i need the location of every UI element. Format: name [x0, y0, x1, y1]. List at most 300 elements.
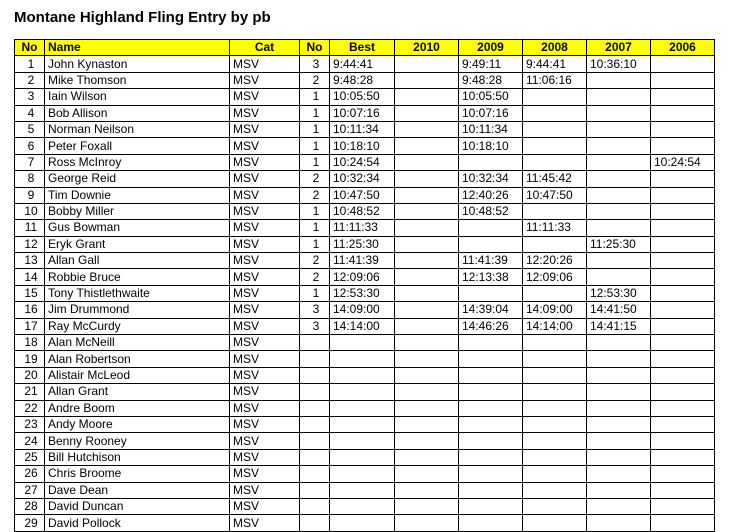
cell-best[interactable] [330, 384, 395, 400]
cell-name[interactable]: Chris Broome [45, 466, 230, 482]
cell-y2009[interactable]: 10:07:16 [459, 105, 523, 121]
cell-name[interactable]: Bobby Miller [45, 203, 230, 219]
cell-y2008[interactable] [523, 433, 587, 449]
cell-y2007[interactable] [587, 187, 651, 203]
cell-y2009[interactable]: 12:40:26 [459, 187, 523, 203]
cell-y2010[interactable] [395, 203, 459, 219]
cell-best[interactable]: 10:47:50 [330, 187, 395, 203]
cell-y2006[interactable] [651, 449, 715, 465]
cell-y2010[interactable] [395, 466, 459, 482]
cell-best[interactable]: 10:18:10 [330, 138, 395, 154]
cell-runs[interactable]: 1 [300, 220, 330, 236]
cell-no[interactable]: 7 [15, 154, 45, 170]
cell-y2008[interactable] [523, 89, 587, 105]
cell-y2007[interactable] [587, 384, 651, 400]
cell-y2006[interactable] [651, 253, 715, 269]
cell-runs[interactable] [300, 400, 330, 416]
cell-runs[interactable] [300, 351, 330, 367]
cell-best[interactable]: 10:24:54 [330, 154, 395, 170]
col-header-runs[interactable]: No [300, 40, 330, 56]
cell-cat[interactable]: MSV [230, 384, 300, 400]
cell-runs[interactable] [300, 498, 330, 514]
cell-name[interactable]: Iain Wilson [45, 89, 230, 105]
cell-runs[interactable]: 2 [300, 171, 330, 187]
cell-name[interactable]: Alistair McLeod [45, 367, 230, 383]
cell-y2008[interactable] [523, 367, 587, 383]
cell-best[interactable]: 14:14:00 [330, 318, 395, 334]
cell-cat[interactable]: MSV [230, 449, 300, 465]
cell-y2008[interactable] [523, 351, 587, 367]
cell-y2008[interactable] [523, 105, 587, 121]
cell-cat[interactable]: MSV [230, 105, 300, 121]
cell-no[interactable]: 8 [15, 171, 45, 187]
cell-y2010[interactable] [395, 121, 459, 137]
cell-y2010[interactable] [395, 220, 459, 236]
cell-runs[interactable] [300, 367, 330, 383]
cell-y2008[interactable] [523, 466, 587, 482]
cell-y2008[interactable] [523, 203, 587, 219]
cell-best[interactable] [330, 515, 395, 531]
cell-y2006[interactable] [651, 138, 715, 154]
cell-runs[interactable]: 2 [300, 253, 330, 269]
cell-cat[interactable]: MSV [230, 285, 300, 301]
cell-runs[interactable]: 1 [300, 285, 330, 301]
cell-y2009[interactable] [459, 482, 523, 498]
cell-cat[interactable]: MSV [230, 318, 300, 334]
cell-y2007[interactable] [587, 482, 651, 498]
cell-y2006[interactable] [651, 236, 715, 252]
cell-y2010[interactable] [395, 351, 459, 367]
col-header-2009[interactable]: 2009 [459, 40, 523, 56]
cell-name[interactable]: David Duncan [45, 498, 230, 514]
cell-cat[interactable]: MSV [230, 269, 300, 285]
cell-name[interactable]: George Reid [45, 171, 230, 187]
col-header-best[interactable]: Best [330, 40, 395, 56]
cell-name[interactable]: Andre Boom [45, 400, 230, 416]
cell-y2009[interactable]: 10:48:52 [459, 203, 523, 219]
cell-cat[interactable]: MSV [230, 220, 300, 236]
cell-runs[interactable]: 1 [300, 236, 330, 252]
cell-best[interactable]: 10:05:50 [330, 89, 395, 105]
cell-best[interactable] [330, 351, 395, 367]
cell-y2009[interactable]: 9:49:11 [459, 56, 523, 72]
cell-y2009[interactable] [459, 154, 523, 170]
cell-no[interactable]: 10 [15, 203, 45, 219]
cell-name[interactable]: Benny Rooney [45, 433, 230, 449]
cell-name[interactable]: Bill Hutchison [45, 449, 230, 465]
cell-runs[interactable]: 1 [300, 105, 330, 121]
cell-y2010[interactable] [395, 433, 459, 449]
cell-y2008[interactable] [523, 121, 587, 137]
cell-no[interactable]: 17 [15, 318, 45, 334]
cell-best[interactable]: 10:11:34 [330, 121, 395, 137]
cell-y2010[interactable] [395, 72, 459, 88]
cell-y2009[interactable] [459, 384, 523, 400]
cell-y2007[interactable] [587, 367, 651, 383]
cell-y2007[interactable]: 10:36:10 [587, 56, 651, 72]
cell-runs[interactable]: 1 [300, 203, 330, 219]
cell-y2009[interactable] [459, 285, 523, 301]
cell-runs[interactable] [300, 384, 330, 400]
cell-name[interactable]: Allan Grant [45, 384, 230, 400]
cell-cat[interactable]: MSV [230, 171, 300, 187]
cell-runs[interactable]: 3 [300, 302, 330, 318]
cell-y2009[interactable]: 10:18:10 [459, 138, 523, 154]
cell-y2009[interactable] [459, 433, 523, 449]
cell-name[interactable]: David Pollock [45, 515, 230, 531]
cell-runs[interactable]: 1 [300, 138, 330, 154]
cell-best[interactable]: 12:09:06 [330, 269, 395, 285]
cell-y2009[interactable] [459, 367, 523, 383]
cell-name[interactable]: Jim Drummond [45, 302, 230, 318]
cell-no[interactable]: 1 [15, 56, 45, 72]
cell-no[interactable]: 13 [15, 253, 45, 269]
cell-y2007[interactable] [587, 433, 651, 449]
cell-runs[interactable]: 1 [300, 121, 330, 137]
cell-name[interactable]: Tim Downie [45, 187, 230, 203]
cell-best[interactable] [330, 449, 395, 465]
cell-y2010[interactable] [395, 187, 459, 203]
cell-y2006[interactable] [651, 482, 715, 498]
cell-y2010[interactable] [395, 269, 459, 285]
cell-y2010[interactable] [395, 416, 459, 432]
cell-cat[interactable]: MSV [230, 89, 300, 105]
cell-y2009[interactable]: 11:41:39 [459, 253, 523, 269]
cell-no[interactable]: 11 [15, 220, 45, 236]
cell-y2009[interactable]: 12:13:38 [459, 269, 523, 285]
cell-best[interactable] [330, 335, 395, 351]
cell-cat[interactable]: MSV [230, 121, 300, 137]
cell-y2008[interactable] [523, 515, 587, 531]
cell-y2006[interactable] [651, 515, 715, 531]
cell-runs[interactable]: 1 [300, 154, 330, 170]
cell-cat[interactable]: MSV [230, 351, 300, 367]
cell-y2008[interactable] [523, 449, 587, 465]
cell-y2010[interactable] [395, 253, 459, 269]
cell-y2009[interactable] [459, 498, 523, 514]
cell-no[interactable]: 4 [15, 105, 45, 121]
cell-y2010[interactable] [395, 449, 459, 465]
cell-y2008[interactable]: 11:11:33 [523, 220, 587, 236]
col-header-name[interactable]: Name [45, 40, 230, 56]
cell-cat[interactable]: MSV [230, 72, 300, 88]
cell-no[interactable]: 9 [15, 187, 45, 203]
cell-y2008[interactable] [523, 154, 587, 170]
cell-best[interactable]: 11:11:33 [330, 220, 395, 236]
cell-y2006[interactable] [651, 498, 715, 514]
cell-y2006[interactable] [651, 56, 715, 72]
cell-cat[interactable]: MSV [230, 253, 300, 269]
cell-y2006[interactable] [651, 269, 715, 285]
cell-y2006[interactable] [651, 121, 715, 137]
cell-y2008[interactable] [523, 416, 587, 432]
cell-y2009[interactable]: 9:48:28 [459, 72, 523, 88]
cell-runs[interactable]: 3 [300, 318, 330, 334]
cell-y2009[interactable] [459, 466, 523, 482]
cell-name[interactable]: Ray McCurdy [45, 318, 230, 334]
cell-y2006[interactable] [651, 384, 715, 400]
cell-no[interactable]: 15 [15, 285, 45, 301]
cell-y2006[interactable] [651, 89, 715, 105]
cell-best[interactable]: 14:09:00 [330, 302, 395, 318]
cell-y2009[interactable] [459, 236, 523, 252]
cell-best[interactable]: 12:53:30 [330, 285, 395, 301]
cell-best[interactable]: 9:48:28 [330, 72, 395, 88]
cell-name[interactable]: Mike Thomson [45, 72, 230, 88]
cell-runs[interactable]: 2 [300, 269, 330, 285]
cell-y2008[interactable] [523, 236, 587, 252]
cell-y2007[interactable] [587, 416, 651, 432]
cell-y2007[interactable] [587, 72, 651, 88]
cell-no[interactable]: 20 [15, 367, 45, 383]
cell-cat[interactable]: MSV [230, 515, 300, 531]
cell-cat[interactable]: MSV [230, 466, 300, 482]
cell-y2006[interactable]: 10:24:54 [651, 154, 715, 170]
cell-y2007[interactable]: 11:25:30 [587, 236, 651, 252]
cell-best[interactable] [330, 400, 395, 416]
cell-name[interactable]: Eryk Grant [45, 236, 230, 252]
cell-y2008[interactable] [523, 384, 587, 400]
cell-y2008[interactable]: 11:06:16 [523, 72, 587, 88]
cell-cat[interactable]: MSV [230, 416, 300, 432]
cell-y2010[interactable] [395, 154, 459, 170]
cell-runs[interactable]: 2 [300, 72, 330, 88]
cell-y2007[interactable] [587, 203, 651, 219]
col-header-2010[interactable]: 2010 [395, 40, 459, 56]
cell-y2008[interactable] [523, 482, 587, 498]
cell-y2010[interactable] [395, 367, 459, 383]
cell-name[interactable]: Norman Neilson [45, 121, 230, 137]
cell-best[interactable] [330, 498, 395, 514]
cell-y2009[interactable]: 10:05:50 [459, 89, 523, 105]
cell-y2007[interactable] [587, 269, 651, 285]
cell-y2010[interactable] [395, 285, 459, 301]
cell-name[interactable]: Ross McInroy [45, 154, 230, 170]
cell-y2007[interactable] [587, 138, 651, 154]
cell-cat[interactable]: MSV [230, 236, 300, 252]
cell-y2007[interactable] [587, 253, 651, 269]
cell-runs[interactable] [300, 515, 330, 531]
cell-y2007[interactable] [587, 449, 651, 465]
cell-runs[interactable]: 1 [300, 89, 330, 105]
cell-y2007[interactable] [587, 400, 651, 416]
cell-y2006[interactable] [651, 72, 715, 88]
cell-no[interactable]: 5 [15, 121, 45, 137]
cell-y2007[interactable] [587, 498, 651, 514]
cell-y2008[interactable] [523, 285, 587, 301]
cell-y2008[interactable]: 12:09:06 [523, 269, 587, 285]
cell-cat[interactable]: MSV [230, 433, 300, 449]
cell-y2010[interactable] [395, 105, 459, 121]
cell-y2007[interactable]: 12:53:30 [587, 285, 651, 301]
cell-best[interactable]: 10:32:34 [330, 171, 395, 187]
cell-y2007[interactable] [587, 466, 651, 482]
cell-y2010[interactable] [395, 482, 459, 498]
cell-runs[interactable] [300, 466, 330, 482]
cell-best[interactable] [330, 466, 395, 482]
cell-cat[interactable]: MSV [230, 203, 300, 219]
cell-y2009[interactable] [459, 400, 523, 416]
cell-runs[interactable] [300, 482, 330, 498]
cell-cat[interactable]: MSV [230, 335, 300, 351]
col-header-2007[interactable]: 2007 [587, 40, 651, 56]
cell-y2006[interactable] [651, 367, 715, 383]
cell-name[interactable]: Gus Bowman [45, 220, 230, 236]
cell-y2007[interactable] [587, 515, 651, 531]
cell-y2007[interactable] [587, 220, 651, 236]
cell-best[interactable] [330, 367, 395, 383]
cell-y2008[interactable] [523, 498, 587, 514]
cell-no[interactable]: 29 [15, 515, 45, 531]
cell-y2008[interactable] [523, 335, 587, 351]
cell-name[interactable]: John Kynaston [45, 56, 230, 72]
cell-name[interactable]: Dave Dean [45, 482, 230, 498]
cell-y2009[interactable] [459, 449, 523, 465]
col-header-2006[interactable]: 2006 [651, 40, 715, 56]
cell-best[interactable]: 9:44:41 [330, 56, 395, 72]
cell-no[interactable]: 25 [15, 449, 45, 465]
cell-y2010[interactable] [395, 236, 459, 252]
cell-y2007[interactable] [587, 154, 651, 170]
cell-y2007[interactable] [587, 121, 651, 137]
cell-y2009[interactable]: 14:46:26 [459, 318, 523, 334]
cell-cat[interactable]: MSV [230, 154, 300, 170]
cell-cat[interactable]: MSV [230, 56, 300, 72]
cell-runs[interactable] [300, 416, 330, 432]
cell-runs[interactable] [300, 449, 330, 465]
cell-cat[interactable]: MSV [230, 400, 300, 416]
cell-no[interactable]: 22 [15, 400, 45, 416]
cell-no[interactable]: 14 [15, 269, 45, 285]
cell-name[interactable]: Peter Foxall [45, 138, 230, 154]
cell-y2007[interactable] [587, 351, 651, 367]
cell-best[interactable]: 10:07:16 [330, 105, 395, 121]
cell-y2010[interactable] [395, 515, 459, 531]
cell-y2006[interactable] [651, 400, 715, 416]
cell-y2006[interactable] [651, 433, 715, 449]
cell-runs[interactable] [300, 335, 330, 351]
cell-cat[interactable]: MSV [230, 367, 300, 383]
cell-cat[interactable]: MSV [230, 138, 300, 154]
cell-no[interactable]: 23 [15, 416, 45, 432]
cell-y2009[interactable] [459, 220, 523, 236]
cell-y2010[interactable] [395, 335, 459, 351]
cell-runs[interactable] [300, 433, 330, 449]
cell-runs[interactable]: 2 [300, 187, 330, 203]
col-header-no[interactable]: No [15, 40, 45, 56]
cell-y2006[interactable] [651, 302, 715, 318]
cell-runs[interactable]: 3 [300, 56, 330, 72]
cell-no[interactable]: 27 [15, 482, 45, 498]
cell-y2010[interactable] [395, 400, 459, 416]
cell-name[interactable]: Tony Thistlethwaite [45, 285, 230, 301]
cell-y2007[interactable]: 14:41:15 [587, 318, 651, 334]
cell-y2006[interactable] [651, 105, 715, 121]
cell-name[interactable]: Andy Moore [45, 416, 230, 432]
cell-y2007[interactable] [587, 89, 651, 105]
cell-no[interactable]: 28 [15, 498, 45, 514]
col-header-cat[interactable]: Cat [230, 40, 300, 56]
cell-y2008[interactable]: 11:45:42 [523, 171, 587, 187]
cell-y2006[interactable] [651, 351, 715, 367]
cell-best[interactable] [330, 433, 395, 449]
cell-y2010[interactable] [395, 498, 459, 514]
cell-best[interactable] [330, 416, 395, 432]
cell-y2006[interactable] [651, 203, 715, 219]
cell-name[interactable]: Alan Robertson [45, 351, 230, 367]
cell-y2007[interactable]: 14:41:50 [587, 302, 651, 318]
cell-y2009[interactable]: 10:32:34 [459, 171, 523, 187]
cell-y2010[interactable] [395, 384, 459, 400]
cell-no[interactable]: 12 [15, 236, 45, 252]
cell-y2007[interactable] [587, 335, 651, 351]
cell-name[interactable]: Bob Allison [45, 105, 230, 121]
cell-y2009[interactable] [459, 416, 523, 432]
cell-y2007[interactable] [587, 105, 651, 121]
cell-y2009[interactable] [459, 515, 523, 531]
cell-cat[interactable]: MSV [230, 302, 300, 318]
cell-no[interactable]: 18 [15, 335, 45, 351]
cell-y2006[interactable] [651, 187, 715, 203]
cell-cat[interactable]: MSV [230, 482, 300, 498]
cell-y2008[interactable]: 14:14:00 [523, 318, 587, 334]
cell-y2010[interactable] [395, 171, 459, 187]
col-header-2008[interactable]: 2008 [523, 40, 587, 56]
cell-no[interactable]: 19 [15, 351, 45, 367]
cell-y2010[interactable] [395, 318, 459, 334]
cell-best[interactable] [330, 482, 395, 498]
cell-no[interactable]: 26 [15, 466, 45, 482]
cell-y2008[interactable] [523, 138, 587, 154]
cell-y2008[interactable]: 10:47:50 [523, 187, 587, 203]
cell-y2008[interactable]: 14:09:00 [523, 302, 587, 318]
cell-y2006[interactable] [651, 318, 715, 334]
cell-no[interactable]: 21 [15, 384, 45, 400]
cell-y2009[interactable] [459, 335, 523, 351]
cell-y2010[interactable] [395, 89, 459, 105]
cell-no[interactable]: 6 [15, 138, 45, 154]
cell-y2006[interactable] [651, 335, 715, 351]
cell-y2006[interactable] [651, 466, 715, 482]
cell-best[interactable]: 10:48:52 [330, 203, 395, 219]
cell-y2006[interactable] [651, 220, 715, 236]
cell-y2006[interactable] [651, 171, 715, 187]
cell-y2008[interactable] [523, 400, 587, 416]
cell-cat[interactable]: MSV [230, 498, 300, 514]
cell-y2010[interactable] [395, 56, 459, 72]
cell-y2006[interactable] [651, 285, 715, 301]
cell-name[interactable]: Robbie Bruce [45, 269, 230, 285]
cell-no[interactable]: 16 [15, 302, 45, 318]
cell-cat[interactable]: MSV [230, 187, 300, 203]
cell-no[interactable]: 24 [15, 433, 45, 449]
cell-y2010[interactable] [395, 138, 459, 154]
cell-best[interactable]: 11:41:39 [330, 253, 395, 269]
cell-y2009[interactable]: 10:11:34 [459, 121, 523, 137]
cell-y2007[interactable] [587, 171, 651, 187]
cell-no[interactable]: 2 [15, 72, 45, 88]
cell-best[interactable]: 11:25:30 [330, 236, 395, 252]
cell-y2009[interactable] [459, 351, 523, 367]
cell-y2009[interactable]: 14:39:04 [459, 302, 523, 318]
cell-no[interactable]: 3 [15, 89, 45, 105]
cell-y2008[interactable]: 9:44:41 [523, 56, 587, 72]
cell-y2008[interactable]: 12:20:26 [523, 253, 587, 269]
cell-y2006[interactable] [651, 416, 715, 432]
cell-name[interactable]: Allan Gall [45, 253, 230, 269]
cell-y2010[interactable] [395, 302, 459, 318]
cell-name[interactable]: Alan McNeill [45, 335, 230, 351]
